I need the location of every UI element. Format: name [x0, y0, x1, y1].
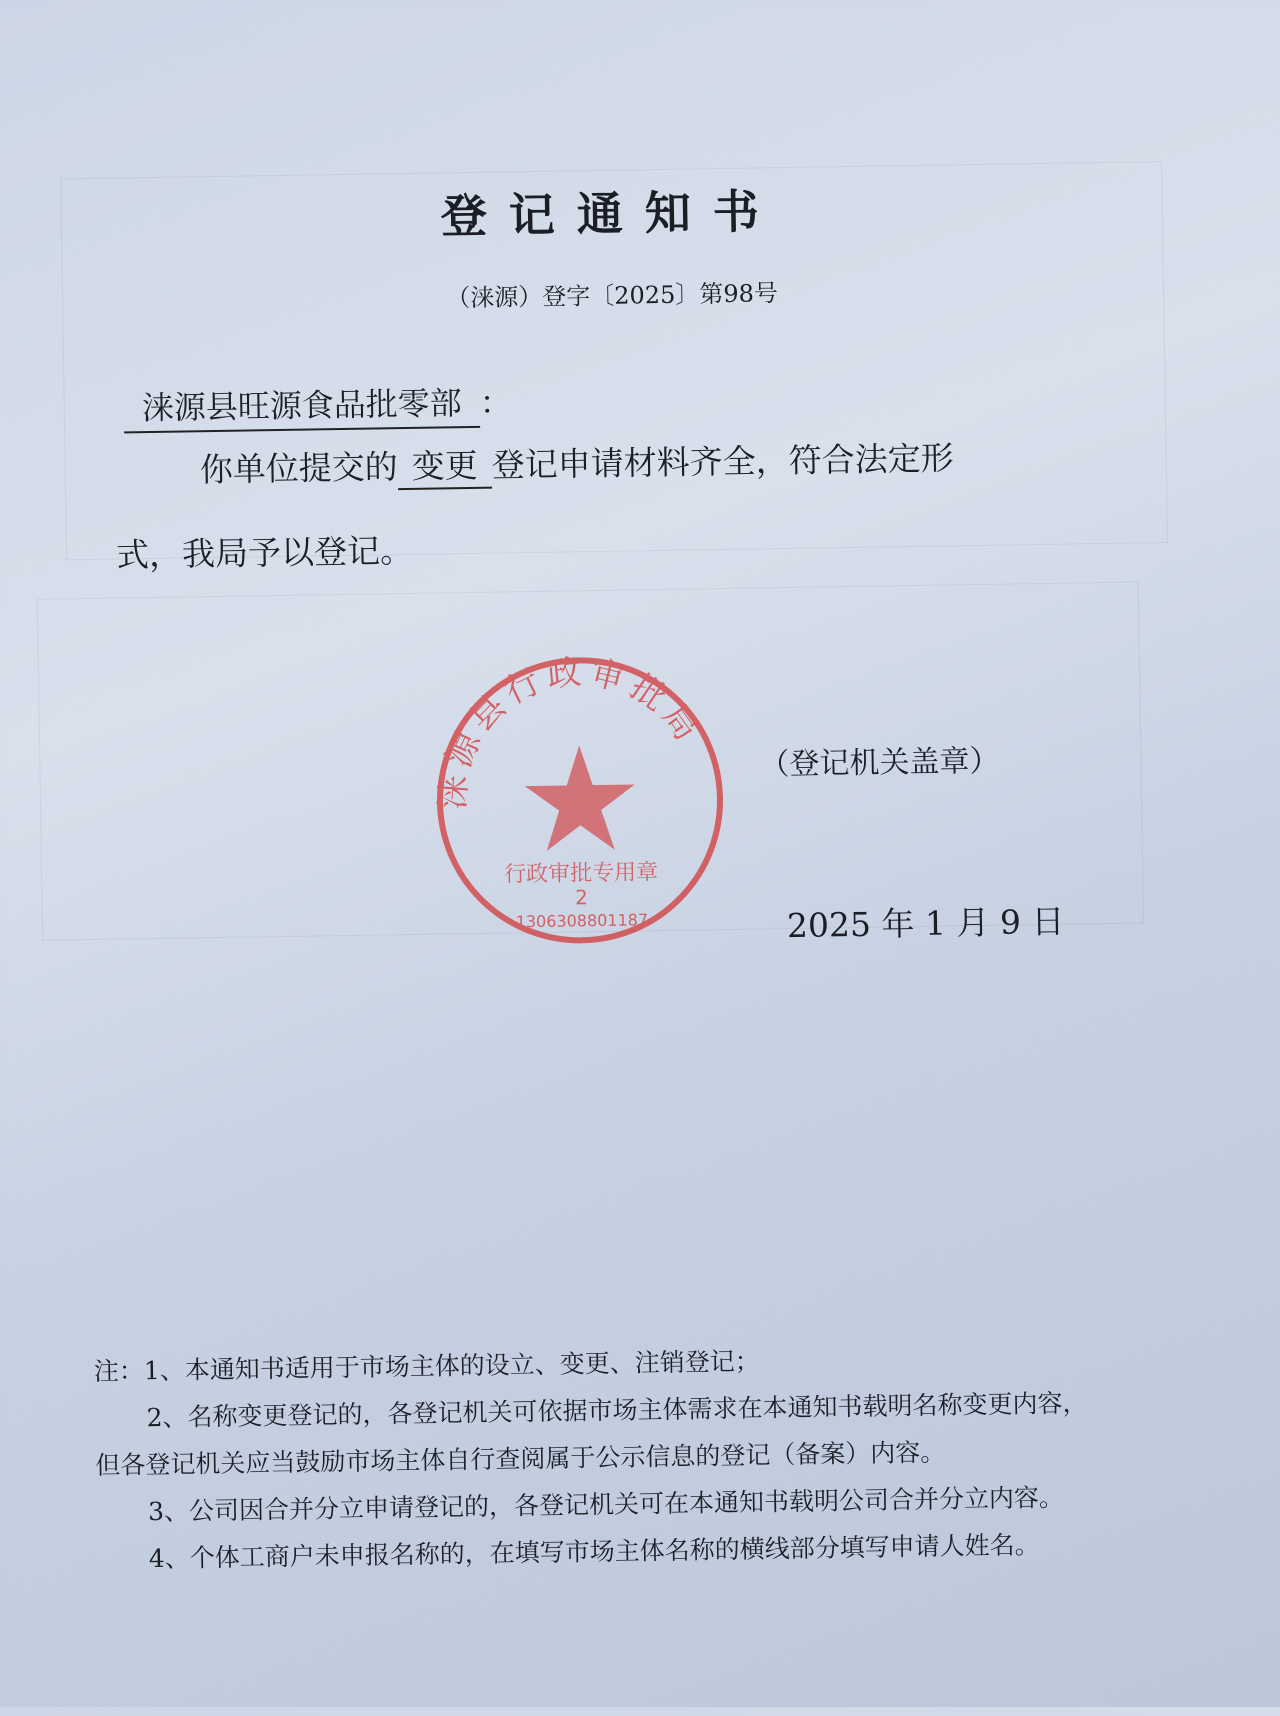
seal-label: （登记机关盖章） — [759, 743, 1000, 783]
notes-section — [94, 1332, 1090, 1583]
addressee-line — [123, 377, 512, 433]
official-seal-stamp — [428, 648, 733, 953]
change-type-field: 变更 — [397, 440, 492, 490]
issue-date: 2025 年 1 月 9 日 — [786, 901, 1065, 946]
document-title: 登记通知书 — [440, 184, 782, 244]
body-line-2: 式，我局予以登记。 — [115, 530, 414, 575]
seal-org-text: 涞源县行政审批局 — [432, 651, 710, 811]
note-3: 3、公司因合并分立申请登记的，各登记机关可在本通知书载明公司合并分立内容。 — [147, 1482, 1065, 1527]
seal-number: 2 — [574, 885, 589, 910]
note-1: 注：1、本通知书适用于市场主体的设立、变更、注销登记； — [93, 1346, 760, 1387]
seal-sub-text: 行政审批专用章 — [503, 860, 659, 888]
note-4: 4、个体工商户未申报名称的，在填写市场主体名称的横线部分填写申请人姓名。 — [148, 1530, 1040, 1574]
body-prefix: 你单位提交的 — [199, 447, 399, 490]
body-suffix: 登记申请材料齐全，符合法定形 — [491, 438, 954, 485]
note-2-cont: 但各登记机关应当鼓励市场主体自行查阅属于公示信息的登记（备案）内容。 — [95, 1437, 946, 1481]
seal-code: 1306308801187 — [515, 910, 649, 932]
addressee-name: 涞源县旺源食品批零部 — [123, 378, 480, 434]
note-2: 2、名称变更登记的，各登记机关可依据市场主体需求在本通知书载明名称变更内容， — [146, 1388, 1088, 1433]
document-number: （涞源）登字〔2025〕第98号 — [446, 279, 779, 313]
star-icon — [524, 744, 636, 851]
addressee-colon: ： — [479, 383, 513, 422]
